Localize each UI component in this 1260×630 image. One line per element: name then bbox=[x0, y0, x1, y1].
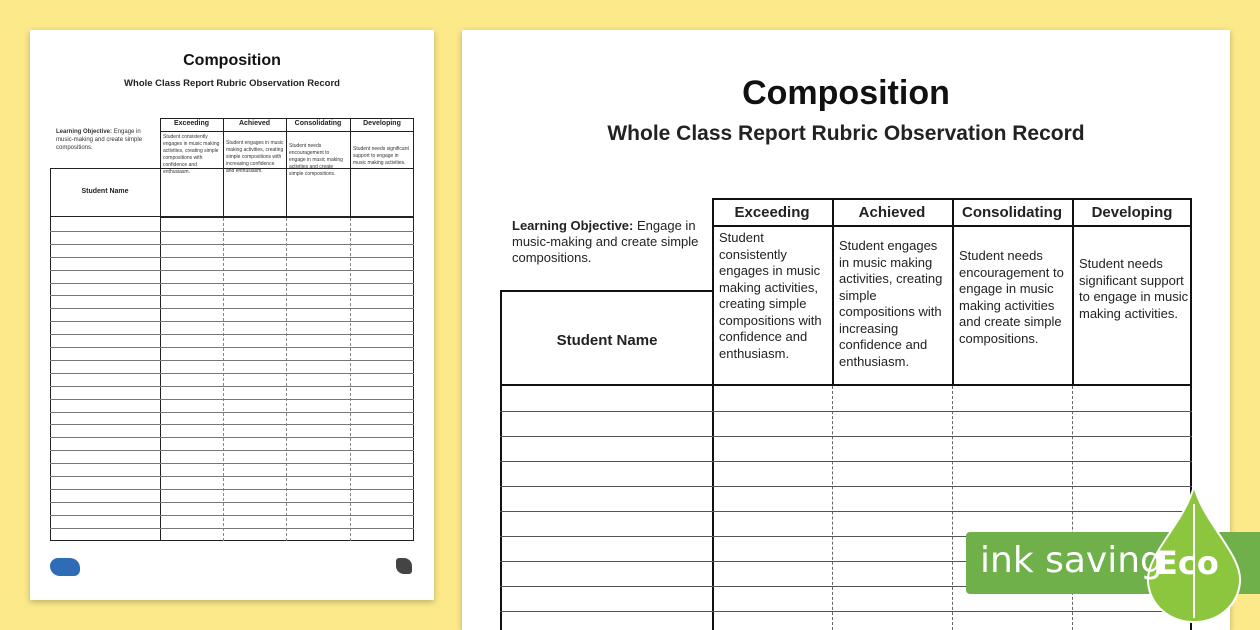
small-table-row-line bbox=[50, 270, 414, 271]
ink-saving-label: ink saving bbox=[980, 540, 1163, 581]
large-col-achieved: Achieved bbox=[858, 204, 926, 221]
large-col-consolidating: Consolidating bbox=[962, 204, 1062, 221]
small-table-row-line bbox=[50, 476, 414, 477]
small-table-row-line bbox=[50, 321, 414, 322]
small-table-row-line bbox=[50, 347, 414, 348]
small-col-achieved: Achieved bbox=[238, 120, 271, 127]
small-sheet-preview bbox=[30, 30, 434, 600]
small-table-row-line bbox=[50, 515, 414, 516]
small-col-developing: Developing bbox=[363, 120, 401, 127]
small-table-row-line bbox=[50, 295, 414, 296]
small-table-row-line bbox=[50, 231, 414, 232]
small-table-row-line bbox=[50, 463, 414, 464]
small-col-consolidating: Consolidating bbox=[294, 120, 342, 127]
large-table-row-line bbox=[500, 411, 1192, 412]
small-table-row-line bbox=[50, 373, 414, 374]
small-table-row-line bbox=[50, 424, 414, 425]
large-objective-label: Learning Objective: bbox=[512, 218, 634, 233]
large-table-row-line bbox=[500, 461, 1192, 462]
large-table-row-line bbox=[500, 436, 1192, 437]
large-col-developing: Developing bbox=[1091, 204, 1173, 221]
publisher-logo-icon bbox=[50, 558, 80, 576]
small-subtitle: Whole Class Report Rubric Observation Record bbox=[124, 78, 340, 89]
small-title: Composition bbox=[183, 52, 281, 69]
large-objective bbox=[512, 218, 702, 266]
small-table-row-line bbox=[50, 308, 414, 309]
small-table-row-line bbox=[50, 489, 414, 490]
small-table-row-line bbox=[50, 437, 414, 438]
small-desc-exceeding: Student consistently engages in music making activities, creating simple compositions with confidence and enthusiasm. bbox=[163, 134, 220, 175]
small-desc-consolidating: Student needs encouragement to engage in music making activities and create simple compositions. bbox=[289, 143, 343, 177]
small-col-exceeding: Exceeding bbox=[173, 120, 209, 127]
small-table-row-line bbox=[50, 244, 414, 245]
small-table-row-line bbox=[50, 360, 414, 361]
large-desc-consolidating: Student needs encouragement to engage in music making activities and create simple compositions. bbox=[959, 248, 1064, 346]
small-table-row-line bbox=[50, 257, 414, 258]
small-table-row-line bbox=[50, 412, 414, 413]
large-desc-exceeding: Student consistently engages in music making activities, creating simple compositions with confidence and enthusiasm. bbox=[719, 230, 822, 361]
ink-saving-eco-badge bbox=[966, 484, 1260, 630]
large-objective-text: Engage in music-making and create simple compositions. bbox=[512, 218, 699, 265]
large-student-name-header: Student Name bbox=[556, 332, 658, 349]
small-table-row-line bbox=[50, 450, 414, 451]
small-desc-achieved: Student engages in music making activities, creating simple compositions with increasing confidence and enthusiasm. bbox=[226, 140, 284, 174]
small-table-row-line bbox=[50, 528, 414, 529]
small-table-row-line bbox=[50, 283, 414, 284]
small-objective bbox=[56, 128, 156, 152]
small-student-name-header: Student Name bbox=[81, 188, 129, 195]
small-desc-developing: Student needs significant support to engage in music making activities. bbox=[353, 146, 409, 166]
large-desc-achieved: Student engages in music making activities, creating simple compositions with increasing confidence and enthusiasm. bbox=[839, 238, 943, 369]
large-subtitle: Whole Class Report Rubric Observation Record bbox=[607, 122, 1085, 145]
small-table-frame bbox=[50, 168, 414, 541]
eco-label: Eco bbox=[1156, 544, 1219, 582]
small-objective-label: Learning Objective: bbox=[56, 129, 113, 135]
small-objective-text: Engage in music-making and create simple compositions. bbox=[56, 129, 143, 151]
large-col-exceeding: Exceeding bbox=[734, 204, 810, 221]
footer-badge-icon bbox=[396, 558, 412, 574]
small-table-row-line bbox=[50, 386, 414, 387]
small-table-row-line bbox=[50, 399, 414, 400]
large-desc-developing: Student needs significant support to engage in music making activities. bbox=[1079, 256, 1189, 321]
small-table-row-line bbox=[50, 334, 414, 335]
large-title: Composition bbox=[742, 74, 950, 112]
small-table-row-line bbox=[50, 502, 414, 503]
